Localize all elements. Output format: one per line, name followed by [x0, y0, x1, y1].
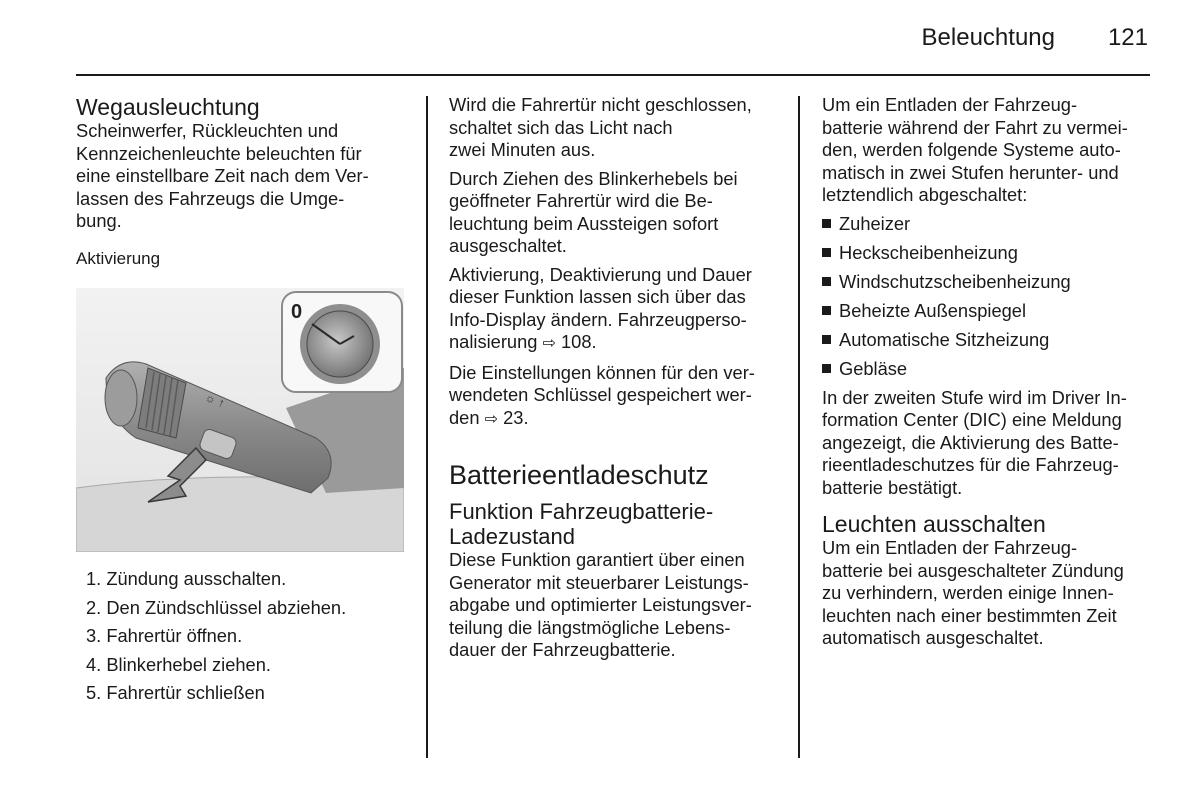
- paragraph: [822, 94, 1162, 207]
- list-item-label: Windschutzscheibenheizung: [839, 270, 1071, 292]
- paragraph: [449, 362, 789, 432]
- left-column: [76, 94, 416, 269]
- line: den, werden folgende Systeme auto-: [822, 139, 1121, 160]
- list-item-label: Heckscheibenheizung: [839, 241, 1018, 263]
- line: batterie während der Fahrt zu vermei-: [822, 116, 1128, 138]
- line: Wird die Fahrertür nicht geschlossen,: [449, 94, 752, 115]
- section-title-batterieentladeschutz: Batterieentladeschutz: [449, 460, 709, 490]
- turn-signal-lever-illustration: [76, 288, 404, 552]
- list-item: [822, 271, 1162, 293]
- page-reference-arrow-icon: ⇨: [542, 335, 556, 352]
- bullet-square-icon: [822, 248, 831, 257]
- page-reference-link[interactable]: 23.: [503, 406, 529, 428]
- line: batterie bei ausgeschalteter Zündung: [822, 559, 1124, 581]
- list-item-label: Gebläse: [839, 357, 908, 379]
- line: Um ein Entladen der Fahrzeug-: [822, 537, 1078, 558]
- column-divider-1: [426, 96, 428, 758]
- line: Scheinwerfer, Rückleuchten und: [76, 120, 339, 141]
- list-item: [822, 242, 1162, 264]
- line: leuchten nach einer bestimmten Zeit: [822, 604, 1117, 626]
- line: Diese Funktion garantiert über einen: [449, 549, 745, 570]
- line: eine einstellbare Zeit nach dem Ver-: [76, 165, 369, 186]
- lever-light-symbol: ☼ ↑: [202, 389, 227, 411]
- line: batterie bestätigt.: [822, 476, 963, 498]
- line: letztendlich abgeschaltet:: [822, 184, 1028, 205]
- line: dieser Funktion lassen sich über das: [449, 286, 746, 307]
- list-item-label: Automatische Sitzheizung: [839, 328, 1050, 350]
- switch-position-label: 0: [291, 301, 303, 323]
- paragraph: [449, 94, 789, 162]
- line: rieentladeschutzes für die Fahrzeug-: [822, 454, 1119, 475]
- line: geöffneter Fahrertür wird die Be-: [449, 190, 713, 211]
- line: Kennzeichenleuchte beleuchten für: [76, 142, 362, 164]
- line: wendeten Schlüssel gespeichert wer-: [449, 384, 752, 405]
- line: abgabe und optimierter Leistungsver-: [449, 594, 752, 615]
- lever-tip-cap: [105, 370, 137, 426]
- section-heading-leuchten-ausschalten: Leuchten ausschalten: [822, 511, 1046, 537]
- list-item-label: Beheizte Außenspiegel: [839, 299, 1027, 321]
- paragraph: [822, 537, 1162, 650]
- line: formation Center (DIC) eine Meldung: [822, 409, 1122, 430]
- line: Generator mit steuerbarer Leistungs-: [449, 571, 749, 593]
- header-rule: [76, 74, 1150, 76]
- line: Funktion Fahrzeugbatterie-: [449, 499, 714, 524]
- page-reference-link[interactable]: 108.: [561, 331, 597, 352]
- line: Die Einstellungen können für den ver-: [449, 361, 755, 383]
- line: nalisierung: [449, 331, 538, 352]
- line: dauer der Fahrzeugbatterie.: [449, 639, 676, 660]
- line: Um ein Entladen der Fahrzeug-: [822, 94, 1078, 115]
- activation-steps: [76, 565, 416, 708]
- line: In der zweiten Stufe wird im Driver In-: [822, 386, 1127, 408]
- page-number: 121: [1107, 24, 1148, 51]
- line: Durch Ziehen des Blinkerhebels bei: [449, 167, 738, 189]
- line: leuchtung beim Aussteigen sofort: [449, 212, 719, 234]
- section-heading-wegausleuchtung: Wegausleuchtung: [76, 94, 260, 120]
- bullet-square-icon: [822, 306, 831, 315]
- right-column: [822, 94, 1162, 656]
- line: matisch in zwei Stufen herunter- und: [822, 161, 1119, 183]
- list-item: [822, 358, 1162, 380]
- list-item: [822, 213, 1162, 235]
- list-item: 4. Blinkerhebel ziehen.: [86, 653, 271, 675]
- line: angezeigt, die Aktivierung des Batte-: [822, 431, 1119, 453]
- steps-block: [76, 565, 416, 708]
- list-item: [822, 329, 1162, 351]
- paragraph: [449, 549, 789, 662]
- list-item: [822, 300, 1162, 322]
- list-item: 2. Den Zündschlüssel abziehen.: [86, 596, 347, 618]
- line: Info-Display ändern. Fahrzeugperso-: [449, 308, 747, 330]
- paragraph: [449, 168, 789, 258]
- column-divider-2: [798, 96, 800, 758]
- line: den: [449, 406, 480, 428]
- bullet-square-icon: [822, 364, 831, 373]
- middle-column: [449, 94, 789, 668]
- subsection-title: [449, 499, 789, 549]
- intro-paragraph: [76, 120, 416, 233]
- paragraph: [449, 264, 789, 356]
- line: teilung die längstmögliche Lebens-: [449, 616, 731, 638]
- line: schaltet sich das Licht nach: [449, 116, 673, 138]
- paragraph: [822, 387, 1162, 500]
- list-item: 1. Zündung ausschalten.: [86, 568, 287, 589]
- line: bung.: [76, 210, 122, 231]
- page-reference-arrow-icon: ⇨: [484, 410, 499, 428]
- list-item: 5. Fahrertür schließen: [86, 682, 265, 704]
- bullet-square-icon: [822, 335, 831, 344]
- bullet-square-icon: [822, 219, 831, 228]
- subheading-aktivierung: Aktivierung: [76, 248, 161, 268]
- line: Ladezustand: [449, 524, 575, 549]
- line: automatisch ausgeschaltet.: [822, 627, 1044, 648]
- line: Aktivierung, Deaktivierung und Dauer: [449, 263, 752, 285]
- list-item-label: Zuheizer: [839, 212, 911, 234]
- switched-off-systems-list: [822, 213, 1162, 380]
- line: lassen des Fahrzeugs die Umge-: [76, 187, 345, 209]
- page-header-title: Beleuchtung: [921, 24, 1055, 51]
- line: ausgeschaltet.: [449, 235, 567, 256]
- bullet-square-icon: [822, 277, 831, 286]
- list-item: 3. Fahrertür öffnen.: [86, 625, 243, 647]
- line: zu verhindern, werden einige Innen-: [822, 582, 1114, 603]
- line: zwei Minuten aus.: [449, 139, 596, 160]
